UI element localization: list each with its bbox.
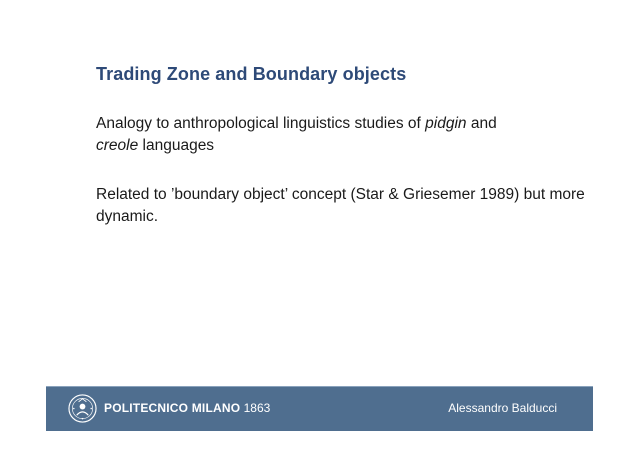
paragraph-analogy-italic-creole: creole bbox=[96, 137, 139, 154]
brand-year: 1863 bbox=[243, 401, 271, 415]
paragraph-analogy-italic-pidgin: pidgin bbox=[425, 115, 467, 132]
paragraph-analogy-text-1: Analogy to anthropological linguistics studies of bbox=[96, 115, 426, 132]
paragraph-analogy-text-2: and bbox=[466, 115, 497, 132]
footer-bar bbox=[46, 386, 593, 431]
brand-name-text: POLITECNICO MILANO bbox=[104, 401, 241, 415]
paragraph-related: Related to ’boundary object’ concept (Star & Griesemer 1989) but more dynamic. bbox=[96, 186, 585, 225]
paragraph-analogy-text-3: languages bbox=[138, 137, 215, 154]
politecnico-seal-icon bbox=[68, 394, 97, 423]
paragraph-analogy bbox=[96, 113, 586, 157]
slide-title: Trading Zone and Boundary objects bbox=[96, 64, 407, 84]
brand-name bbox=[104, 401, 270, 415]
author-name: Alessandro Balducci bbox=[448, 401, 557, 415]
